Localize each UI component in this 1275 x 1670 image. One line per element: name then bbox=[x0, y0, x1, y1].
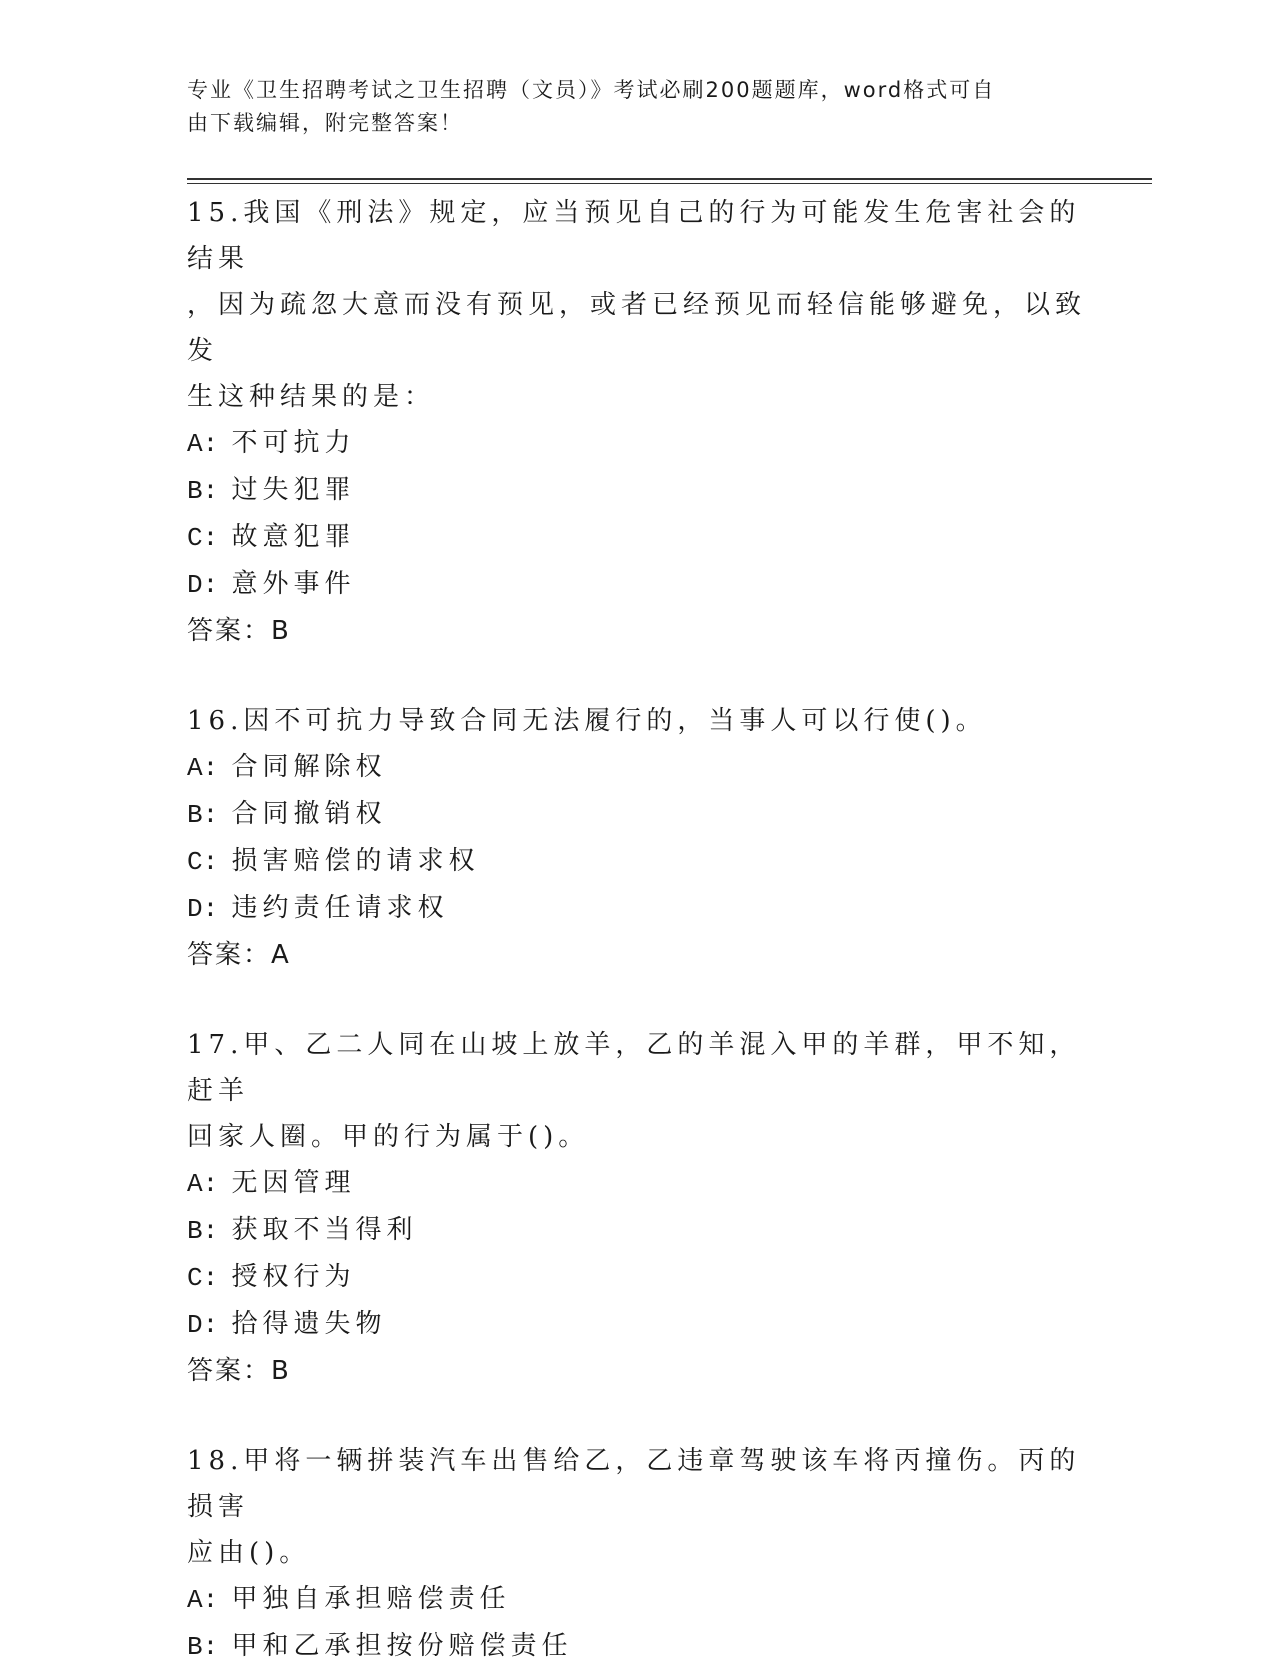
question-text-line: 18.甲将一辆拼装汽车出售给乙，乙违章驾驶该车将丙撞伤。丙的损害 bbox=[187, 1446, 1081, 1522]
header-divider-thick bbox=[187, 178, 1152, 180]
option-letter: A: bbox=[187, 1585, 219, 1615]
question-text-line: 应由()。 bbox=[187, 1538, 311, 1568]
option-text: 意外事件 bbox=[231, 569, 356, 599]
option-text: 获取不当得利 bbox=[231, 1215, 418, 1245]
option-text: 违约责任请求权 bbox=[231, 893, 449, 923]
option-letter: A: bbox=[187, 753, 219, 783]
option-letter: D: bbox=[187, 570, 219, 600]
option-letter: A: bbox=[187, 1169, 219, 1199]
option-c bbox=[187, 1254, 1087, 1301]
question-16 bbox=[187, 698, 1087, 978]
option-d bbox=[187, 885, 1087, 932]
option-text: 合同撤销权 bbox=[231, 799, 387, 829]
document-header bbox=[187, 74, 1067, 140]
question-list bbox=[187, 190, 1087, 1670]
option-a bbox=[187, 420, 1087, 467]
option-text: 损害赔偿的请求权 bbox=[231, 846, 480, 876]
option-text: 甲和乙承担按份赔偿责任 bbox=[231, 1631, 573, 1661]
question-text-line: 16.因不可抗力导致合同无法履行的，当事人可以行使()。 bbox=[187, 706, 987, 736]
answer-label: 答案：A bbox=[187, 940, 291, 970]
option-text: 授权行为 bbox=[231, 1262, 356, 1292]
option-text: 拾得遗失物 bbox=[231, 1309, 387, 1339]
answer-label: 答案：B bbox=[187, 616, 291, 646]
option-b bbox=[187, 791, 1087, 838]
option-c bbox=[187, 838, 1087, 885]
question-18-text bbox=[187, 1438, 1087, 1576]
option-letter: B: bbox=[187, 1632, 219, 1662]
option-letter: A: bbox=[187, 429, 219, 459]
option-letter: D: bbox=[187, 1310, 219, 1340]
question-spacer bbox=[187, 1394, 1087, 1438]
question-text-line: 回家人圈。甲的行为属于()。 bbox=[187, 1122, 590, 1152]
option-letter: C: bbox=[187, 847, 219, 877]
option-a bbox=[187, 744, 1087, 791]
option-letter: B: bbox=[187, 800, 219, 830]
option-text: 合同解除权 bbox=[231, 752, 387, 782]
question-text-line: 15.我国《刑法》规定，应当预见自己的行为可能发生危害社会的结果 bbox=[187, 198, 1081, 274]
option-text: 无因管理 bbox=[231, 1168, 356, 1198]
question-text-line: ，因为疏忽大意而没有预见，或者已经预见而轻信能够避免，以致发 bbox=[187, 290, 1087, 366]
option-d bbox=[187, 1301, 1087, 1348]
question-17 bbox=[187, 1022, 1087, 1394]
option-text: 甲独自承担赔偿责任 bbox=[231, 1584, 511, 1614]
option-b bbox=[187, 1623, 1087, 1670]
option-letter: C: bbox=[187, 523, 219, 553]
header-divider-thin bbox=[187, 183, 1152, 184]
question-15 bbox=[187, 190, 1087, 654]
question-17-text bbox=[187, 1022, 1087, 1160]
option-a bbox=[187, 1160, 1087, 1207]
question-spacer bbox=[187, 978, 1087, 1022]
question-18 bbox=[187, 1438, 1087, 1670]
option-b bbox=[187, 467, 1087, 514]
option-letter: B: bbox=[187, 1216, 219, 1246]
question-16-text bbox=[187, 698, 1087, 744]
question-15-text bbox=[187, 190, 1087, 420]
option-letter: B: bbox=[187, 476, 219, 506]
option-a bbox=[187, 1576, 1087, 1623]
option-letter: C: bbox=[187, 1263, 219, 1293]
option-text: 故意犯罪 bbox=[231, 522, 356, 552]
option-c bbox=[187, 514, 1087, 561]
option-d bbox=[187, 561, 1087, 608]
question-spacer bbox=[187, 654, 1087, 698]
answer-label: 答案：B bbox=[187, 1356, 291, 1386]
question-text-line: 生这种结果的是： bbox=[187, 382, 436, 412]
header-line-2: 由下载编辑，附完整答案！ bbox=[187, 111, 463, 135]
option-text: 不可抗力 bbox=[231, 428, 356, 458]
question-text-line: 17.甲、乙二人同在山坡上放羊，乙的羊混入甲的羊群，甲不知，赶羊 bbox=[187, 1030, 1081, 1106]
header-line-1: 专业《卫生招聘考试之卫生招聘（文员）》考试必刷200题题库，word格式可自 bbox=[187, 78, 996, 102]
option-letter: D: bbox=[187, 894, 219, 924]
option-text: 过失犯罪 bbox=[231, 475, 356, 505]
option-b bbox=[187, 1207, 1087, 1254]
